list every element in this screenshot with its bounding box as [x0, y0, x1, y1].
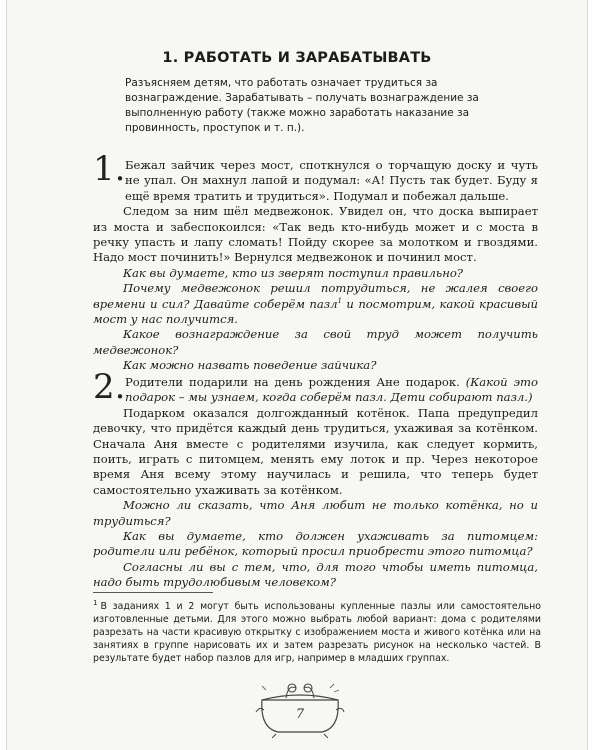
task-2-block — [93, 375, 538, 591]
intro-paragraph: Разъясняем детям, что работать означает трудиться за вознаграждение. Зарабатывать – получать вознаграждение за выполненную работу (также можно заработать наказание за провинность, проступок и т. п.). — [125, 77, 479, 134]
task-1-question-3: Какое вознаграждение за свой труд может получить медвежонок? — [93, 327, 538, 357]
section-heading: 1. РАБОТАТЬ И ЗАРАБАТЫВАТЬ — [162, 50, 432, 66]
task-number-2: 2. — [93, 367, 126, 407]
footnote-mark: 1 — [93, 598, 98, 607]
footnote-text: В заданиях 1 и 2 могут быть использованы купленные пазлы или самостоятельно изготовленные детьми. Для этого можно выбрать любой вариант: дома с родителями разрезать на части красивую открытку с изображением моста и живого котёнка или на занятиях в группе нарисовать их и затем разрезать рисунок на несколько частей. В результате будет набор пазлов для игр, например в младших группах. — [93, 601, 541, 664]
task-1-block — [93, 158, 538, 374]
task-2-question-2: Как вы думаете, кто должен ухаживать за питомцем: родители или ребёнок, который просил приобрести этого питомца? — [93, 529, 538, 559]
task-2-paragraph-1-note: (Какой это подарок – мы узнаем, когда соберём пазл. Дети собирают пазл.) — [125, 375, 538, 405]
task-number-1: 1. — [93, 149, 126, 189]
page-number: 7 — [295, 707, 305, 722]
task-2-paragraph-1 — [93, 375, 538, 406]
footnote-reference[interactable]: 1 — [337, 296, 342, 305]
task-2-paragraph-2: Подарком оказался долгожданный котёнок. Папа предупредил девочку, что придётся каждый день трудиться, ухаживая за котёнком. Сначала Аня вместе с родителями изучила, как следует кормить, поить, играть с питомцем, менять ему лоток и пр. Через некоторое время Аня всему этому научилась и решила, что теперь будет самостоятельно ухаживать за котёнком. — [93, 405, 538, 497]
task-1-question-2-part-b: и посмотрим, какой красивый мост у нас получится. — [93, 296, 538, 327]
footnote — [93, 600, 541, 665]
task-1-question-1: Как вы думаете, кто из зверят поступил правильно? — [123, 265, 464, 280]
footnote-divider — [93, 592, 213, 593]
task-1-paragraph-1: Бежал зайчик через мост, споткнулся о торчащую доску и чуть не упал. Он махнул лапой и подумал: «А! Пусть так будет. Буду я ещё время тратить и трудиться». Подумал и побежал дальше. — [125, 158, 538, 203]
task-1-question-2 — [93, 281, 538, 327]
task-2-question-3: Согласны ли вы с тем, что, для того чтобы иметь питомца, надо быть трудолюбивым человеком? — [93, 559, 538, 590]
task-1-question-2-part-a: Почему медвежонок решил потрудиться, не жалея своего времени и сил? Давайте соберём пазл — [93, 281, 538, 311]
book-page — [6, 0, 588, 750]
task-1-paragraph-2: Следом за ним шёл медвежонок. Увидел он, что доска выпирает из моста и забеспокоился: «Так ведь кто-нибудь может и с моста в речку упасть и лапу сломать! Пойду скорее за молотком и гвоздями. Надо мост починить!» Вернулся медвежонок и починил мост. — [93, 204, 538, 265]
task-2-paragraph-1-text: Родители подарили на день рождения Ане подарок. — [125, 375, 466, 389]
task-1-question-4: Как можно назвать поведение зайчика? — [123, 358, 377, 373]
task-2-question-1: Можно ли сказать, что Аня любит не только котёнка, но и трудиться? — [93, 498, 538, 528]
